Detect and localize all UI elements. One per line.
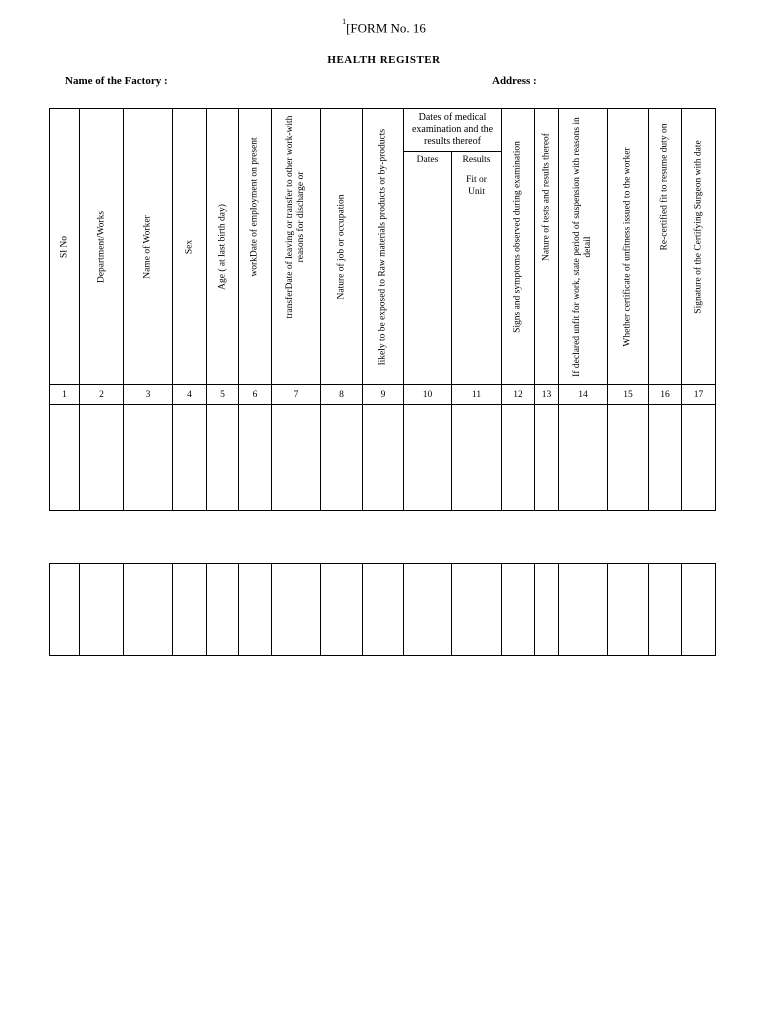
header-text-17: Signature of the Certifying Surgeon with date xyxy=(693,139,704,314)
header-col-11 xyxy=(452,152,502,385)
col-number: 16 xyxy=(649,385,682,405)
header-text-10: Dates xyxy=(416,155,439,165)
header-col-4 xyxy=(173,109,207,385)
health-register-table xyxy=(49,108,716,511)
col-number: 11 xyxy=(452,385,502,405)
entry-cell[interactable] xyxy=(50,405,80,511)
health-register-continuation-table xyxy=(49,563,716,656)
entry-cell[interactable] xyxy=(272,405,321,511)
header-col-2 xyxy=(80,109,124,385)
entry-cell[interactable] xyxy=(239,405,272,511)
entry-cell[interactable] xyxy=(502,405,535,511)
factory-name-label: Name of the Factory : xyxy=(65,75,168,87)
header-col-14 xyxy=(559,109,608,385)
table-row xyxy=(50,405,716,511)
header-text-3: Name of Worker xyxy=(142,214,153,279)
col-number: 2 xyxy=(80,385,124,405)
header-text-2: Department/Works xyxy=(96,210,106,283)
entry-cell[interactable] xyxy=(452,564,502,656)
entry-cell[interactable] xyxy=(649,564,682,656)
col-number: 6 xyxy=(239,385,272,405)
entry-cell[interactable] xyxy=(50,564,80,656)
header-col-6 xyxy=(239,109,272,385)
entry-cell[interactable] xyxy=(80,405,124,511)
header-text-11: Results xyxy=(462,155,491,165)
col-number: 5 xyxy=(207,385,239,405)
col-number: 7 xyxy=(272,385,321,405)
entry-cell[interactable] xyxy=(559,564,608,656)
col-number: 13 xyxy=(535,385,559,405)
entry-cell[interactable] xyxy=(535,405,559,511)
entry-cell[interactable] xyxy=(682,405,716,511)
col-number: 9 xyxy=(363,385,404,405)
header-col-15 xyxy=(608,109,649,385)
form-title xyxy=(0,17,768,36)
col-number: 12 xyxy=(502,385,535,405)
entry-cell[interactable] xyxy=(502,564,535,656)
header-group-medical: Dates of medical examination and the results thereof xyxy=(404,109,502,152)
col-number: 17 xyxy=(682,385,716,405)
col-number: 14 xyxy=(559,385,608,405)
entry-cell[interactable] xyxy=(207,405,239,511)
header-text-8: Nature of job or occupation xyxy=(336,194,346,299)
col-number: 3 xyxy=(124,385,173,405)
entry-cell[interactable] xyxy=(682,564,716,656)
col-number: 15 xyxy=(608,385,649,405)
col-number: 8 xyxy=(321,385,363,405)
entry-cell[interactable] xyxy=(452,405,502,511)
header-text-7: transferDate of leaving or transfer to other work-with reasons for discharge or xyxy=(285,115,306,318)
entry-cell[interactable] xyxy=(272,564,321,656)
entry-cell[interactable] xyxy=(608,405,649,511)
entry-cell[interactable] xyxy=(363,564,404,656)
header-text-13: Nature of tests and results thereof xyxy=(541,132,552,261)
header-col-8 xyxy=(321,109,363,385)
form-superscript: 1 xyxy=(342,17,347,26)
entry-cell[interactable] xyxy=(649,405,682,511)
register-title: HEALTH REGISTER xyxy=(327,54,441,66)
entry-cell[interactable] xyxy=(124,405,173,511)
col-number: 4 xyxy=(173,385,207,405)
header-col-12 xyxy=(502,109,535,385)
entry-cell[interactable] xyxy=(321,564,363,656)
entry-cell[interactable] xyxy=(124,564,173,656)
header-text-14: If declared unfit for work, state period of suspension with reasons in detail xyxy=(572,116,594,377)
header-text-15: Whether certificate of unfitness issued to the worker xyxy=(622,146,633,347)
entry-cell[interactable] xyxy=(363,405,404,511)
entry-cell[interactable] xyxy=(559,405,608,511)
header-text-6: workDate of employment on present xyxy=(249,136,260,277)
header-col-13 xyxy=(535,109,559,385)
entry-cell[interactable] xyxy=(173,564,207,656)
entry-cell[interactable] xyxy=(404,564,452,656)
entry-cell[interactable] xyxy=(404,405,452,511)
header-text-4: Sex xyxy=(184,239,194,254)
header-col-1 xyxy=(50,109,80,385)
header-text-12: Signs and symptoms observed during examination xyxy=(512,140,523,333)
results-fit-label: Fit or xyxy=(466,175,487,185)
results-unfit-label: Unit xyxy=(468,187,485,197)
header-text-5: Age ( at last birth day) xyxy=(217,203,227,290)
col-number: 10 xyxy=(404,385,452,405)
entry-cell[interactable] xyxy=(535,564,559,656)
entry-cell[interactable] xyxy=(80,564,124,656)
entry-cell[interactable] xyxy=(608,564,649,656)
entry-cell[interactable] xyxy=(173,405,207,511)
form-number: [FORM No. 16 xyxy=(346,20,426,36)
header-col-3 xyxy=(124,109,173,385)
col-number: 1 xyxy=(50,385,80,405)
entry-cell[interactable] xyxy=(321,405,363,511)
entry-cell[interactable] xyxy=(239,564,272,656)
header-col-16 xyxy=(649,109,682,385)
header-col-7 xyxy=(272,109,321,385)
header-text-1: Sl No xyxy=(59,235,69,258)
header-col-9 xyxy=(363,109,404,385)
entry-cell[interactable] xyxy=(207,564,239,656)
header-text-9: likely to be exposed to Raw materials products or by-products xyxy=(377,128,388,365)
column-number-row xyxy=(50,385,716,405)
header-col-5 xyxy=(207,109,239,385)
address-label: Address : xyxy=(492,75,537,87)
header-text-16: Re-certified fit to resume duty on xyxy=(659,123,670,250)
header-col-10 xyxy=(404,152,452,385)
header-col-17 xyxy=(682,109,716,385)
table-row xyxy=(50,564,716,656)
